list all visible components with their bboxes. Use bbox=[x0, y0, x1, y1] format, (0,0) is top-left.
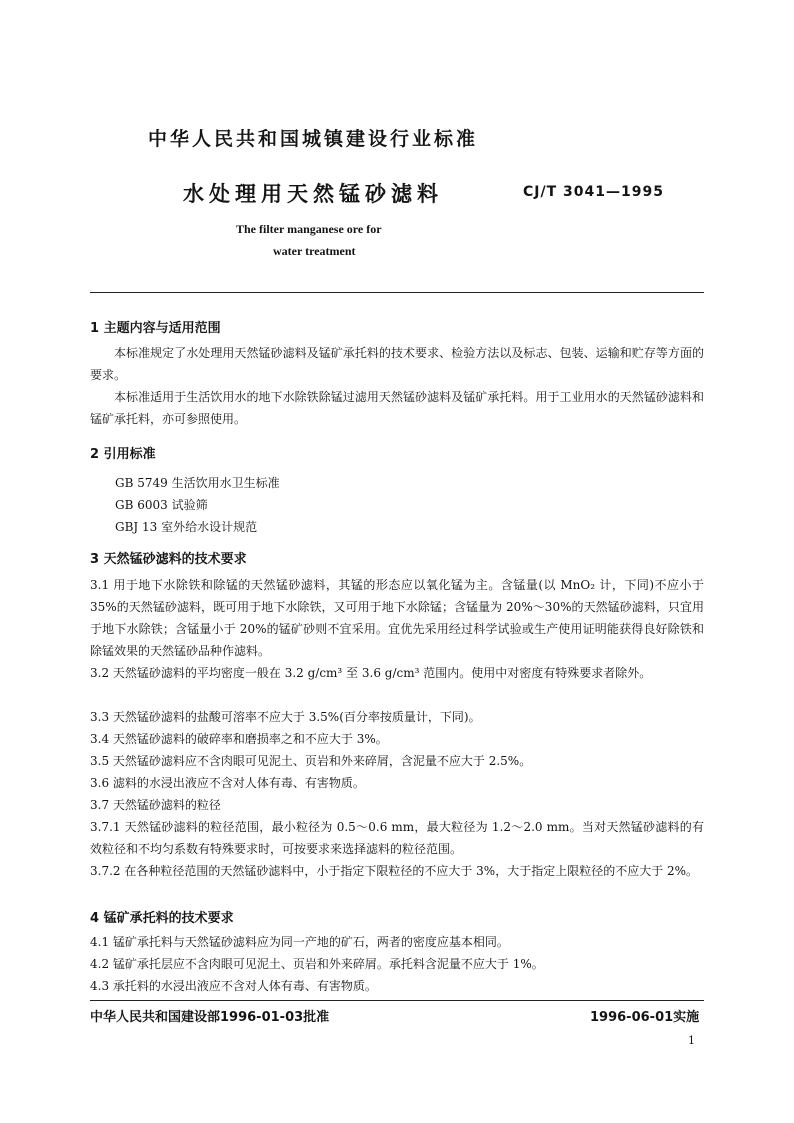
clause-3-5: 3.5 天然锰砂滤料应不含肉眼可见泥土、页岩和外来碎屑，含泥量不应大于 2.5%。 bbox=[90, 754, 532, 768]
page-number: 1 bbox=[688, 1034, 695, 1047]
clause-3-4: 3.4 天然锰砂滤料的破碎率和磨损率之和不应大于 3%。 bbox=[90, 732, 388, 746]
section-1-paragraph-2: 本标准适用于生活饮用水的地下水除铁除锰过滤用天然锰砂滤料及锰矿承托料。用于工业用水的天然锰砂滤料和锰矿承托料，亦可参照使用。 bbox=[90, 390, 704, 426]
approval-line: 中华人民共和国建设部1996-01-03批准 bbox=[90, 1010, 330, 1025]
clause-4-2: 4.2 锰矿承托层应不含肉眼可见泥土、页岩和外来碎屑。承托料含泥量不应大于 1%。 bbox=[90, 957, 544, 971]
section-1-heading: 1 主题内容与适用范围 bbox=[90, 321, 221, 336]
standard-number: CJ/T 3041—1995 bbox=[523, 184, 664, 200]
section-4-heading: 4 锰矿承托料的技术要求 bbox=[90, 911, 234, 926]
footer-divider bbox=[90, 1000, 704, 1001]
document-title: 水处理用天然锰砂滤料 bbox=[183, 182, 443, 206]
english-title-line-2: water treatment bbox=[273, 244, 356, 258]
clause-3-6: 3.6 滤料的水浸出液应不含对人体有毒、有害物质。 bbox=[90, 776, 365, 790]
implementation-date: 1996-06-01实施 bbox=[590, 1010, 700, 1025]
clause-3-7-2: 3.7.2 在各种粒径范围的天然锰砂滤料中，小于指定下限粒径的不应大于 3%，大于指定上限粒径的不应大于 2%。 bbox=[90, 864, 699, 878]
clause-3-1: 3.1 用于地下水除铁和除锰的天然锰砂滤料，其锰的形态应以氧化锰为主。含锰量(以 MnO₂ 计，下同)不应小于 35%的天然锰砂滤料，既可用于地下水除铁，又可用于地下水除锰；含锰量为 20%～30%的天然锰砂滤料，只宜用于地下水除铁；含锰量小于 20%的锰矿砂则不宜采用。宜优先采用经过科学试验或生产使用证明能获得良好除铁和除锰效果的天然锰砂品种作滤料。 bbox=[90, 578, 704, 658]
reference-item: GB 5749 生活饮用水卫生标准 bbox=[115, 476, 280, 490]
reference-item: GBJ 13 室外给水设计规范 bbox=[115, 520, 258, 534]
clause-3-2: 3.2 天然锰砂滤料的平均密度一般在 3.2 g/cm³ 至 3.6 g/cm³ 范围内。使用中对密度有特殊要求者除外。 bbox=[90, 666, 652, 680]
clause-3-3: 3.3 天然锰砂滤料的盐酸可溶率不应大于 3.5%(百分率按质量计，下同)。 bbox=[90, 710, 481, 724]
clause-4-1: 4.1 锰矿承托料与天然锰砂滤料应为同一产地的矿石，两者的密度应基本相同。 bbox=[90, 935, 509, 949]
section-2-heading: 2 引用标准 bbox=[90, 447, 156, 462]
header-divider bbox=[90, 292, 704, 293]
section-1-paragraph-1: 本标准规定了水处理用天然锰砂滤料及锰矿承托料的技术要求、检验方法以及标志、包装、运输和贮存等方面的要求。 bbox=[90, 346, 704, 382]
reference-item: GB 6003 试验筛 bbox=[115, 498, 208, 512]
section-3-heading: 3 天然锰砂滤料的技术要求 bbox=[90, 552, 247, 567]
clause-3-7-1: 3.7.1 天然锰砂滤料的粒径范围，最小粒径为 0.5～0.6 mm，最大粒径为 1.2～2.0 mm。当对天然锰砂滤料的有效粒径和不均匀系数有特殊要求时，可按要求来选择滤料的粒径范围。 bbox=[90, 820, 704, 856]
clause-3-7: 3.7 天然锰砂滤料的粒径 bbox=[90, 798, 221, 812]
clause-4-3: 4.3 承托料的水浸出液应不含对人体有毒、有害物质。 bbox=[90, 979, 377, 993]
english-title-line-1: The filter manganese ore for bbox=[236, 222, 382, 236]
standard-category-header: 中华人民共和国城镇建设行业标准 bbox=[148, 128, 479, 150]
